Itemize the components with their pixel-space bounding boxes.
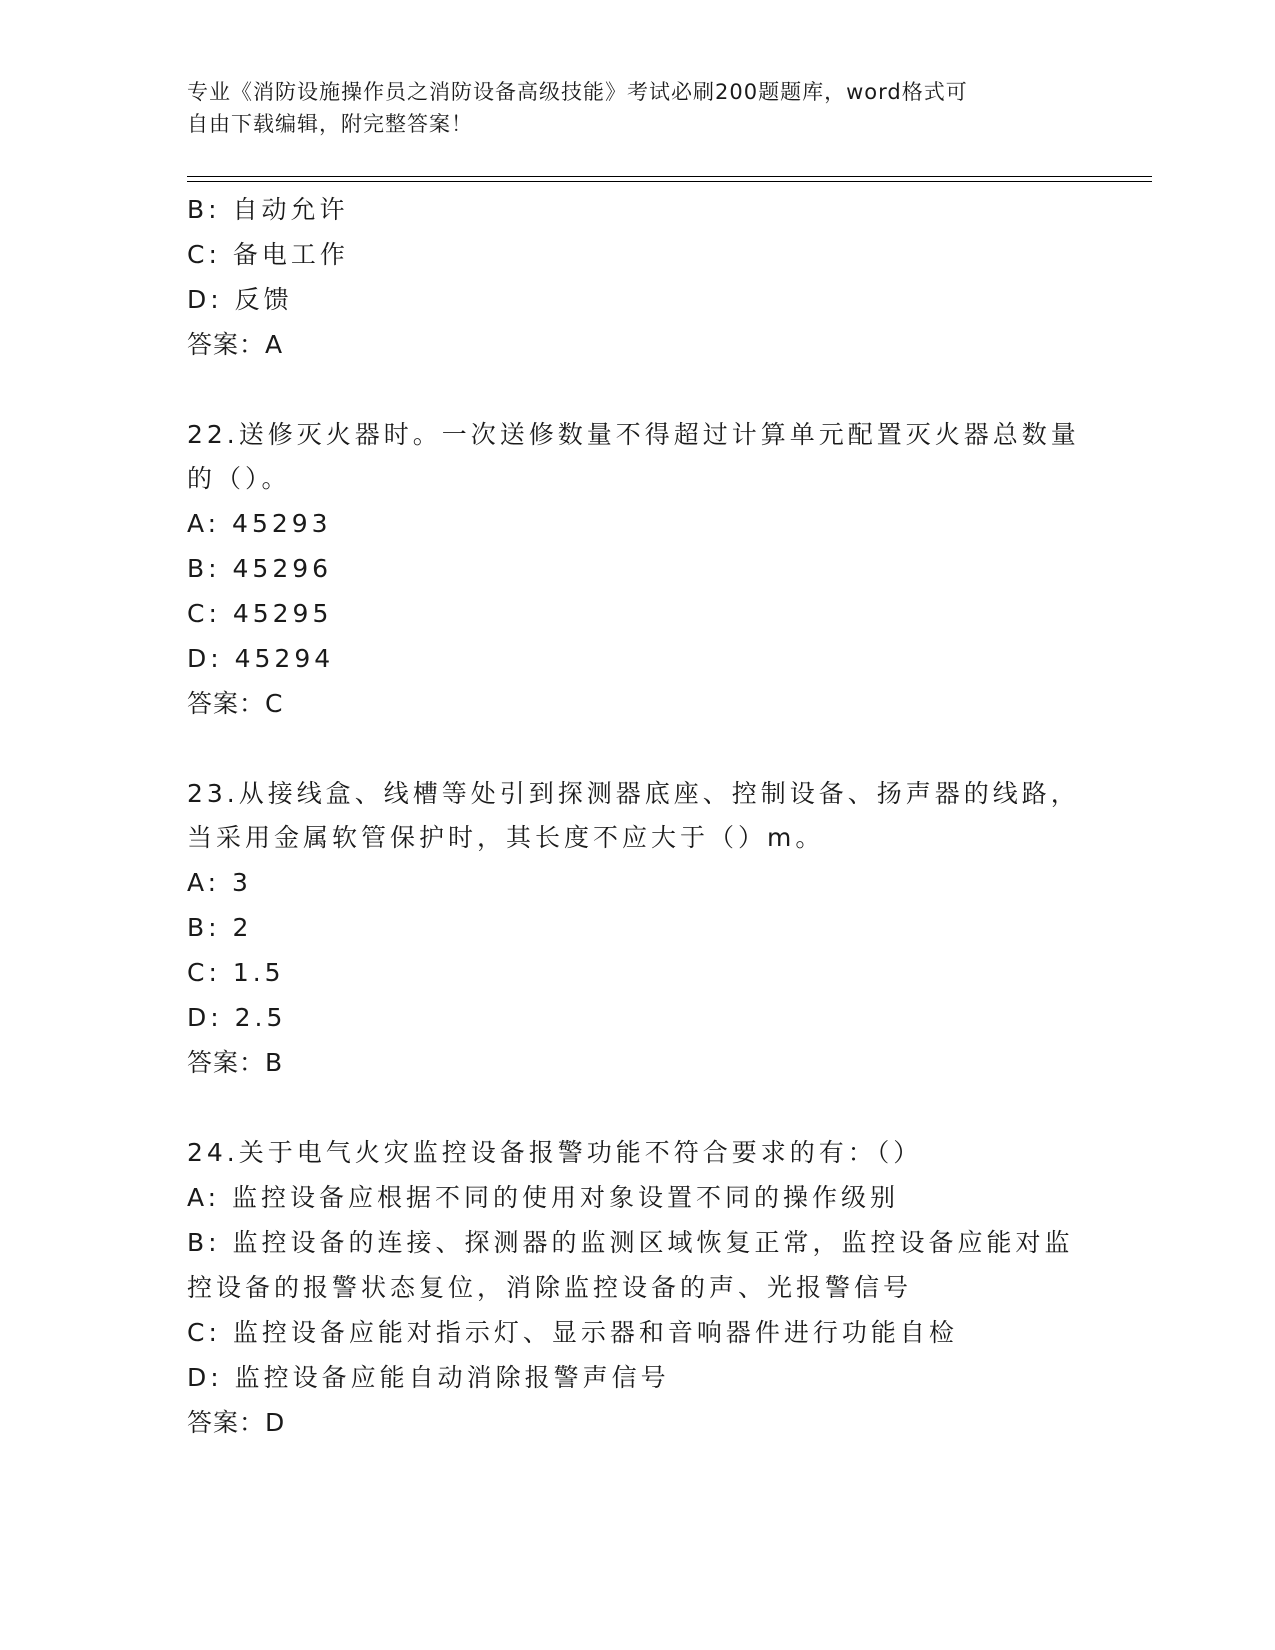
q24-stem: 24.关于电气火灾监控设备报警功能不符合要求的有：（） — [187, 1138, 923, 1167]
q22-answer: 答案：C — [187, 689, 284, 718]
header-divider-bottom — [187, 181, 1152, 182]
q23-option-b: B: 2 — [187, 913, 253, 942]
q23-option-c: C: 1.5 — [187, 958, 285, 987]
q24-option-c: C: 监控设备应能对指示灯、显示器和音响器件进行功能自检 — [187, 1318, 958, 1347]
q21-option-b: B: 自动允许 — [187, 195, 349, 224]
q23-option-a: A: 3 — [187, 868, 252, 897]
document-header — [187, 76, 1067, 140]
q24-answer: 答案：D — [187, 1408, 286, 1437]
q22-stem-line-1: 22.送修灭火器时。一次送修数量不得超过计算单元配置灭火器总数量 — [187, 420, 1080, 449]
q24-option-b-line-1: B: 监控设备的连接、探测器的监测区域恢复正常，监控设备应能对监 — [187, 1228, 1074, 1257]
q24-option-a: A: 监控设备应根据不同的使用对象设置不同的操作级别 — [187, 1183, 900, 1212]
q22-option-b: B: 45296 — [187, 554, 333, 583]
q23-option-d: D: 2.5 — [187, 1003, 287, 1032]
header-divider-top — [187, 176, 1152, 177]
q22-stem-line-2: 的（）。 — [187, 464, 291, 493]
q23-stem-line-1: 23.从接线盒、线槽等处引到探测器底座、控制设备、扬声器的线路， — [187, 779, 1080, 808]
header-line-2: 自由下载编辑，附完整答案！ — [187, 112, 473, 136]
q21-option-d: D: 反馈 — [187, 285, 293, 314]
q23-stem-line-2: 当采用金属软管保护时，其长度不应大于（）m。 — [187, 823, 825, 852]
q22-option-a: A: 45293 — [187, 509, 332, 538]
q22-option-c: C: 45295 — [187, 599, 333, 628]
header-line-1: 专业《消防设施操作员之消防设备高级技能》考试必刷200题题库，word格式可 — [187, 80, 968, 104]
q22-option-d: D: 45294 — [187, 644, 335, 673]
q24-option-b-line-2: 控设备的报警状态复位，消除监控设备的声、光报警信号 — [187, 1273, 913, 1302]
q24-option-d: D: 监控设备应能自动消除报警声信号 — [187, 1363, 670, 1392]
q21-answer: 答案：A — [187, 330, 284, 359]
q21-option-c: C: 备电工作 — [187, 240, 349, 269]
q23-answer: 答案：B — [187, 1048, 284, 1077]
